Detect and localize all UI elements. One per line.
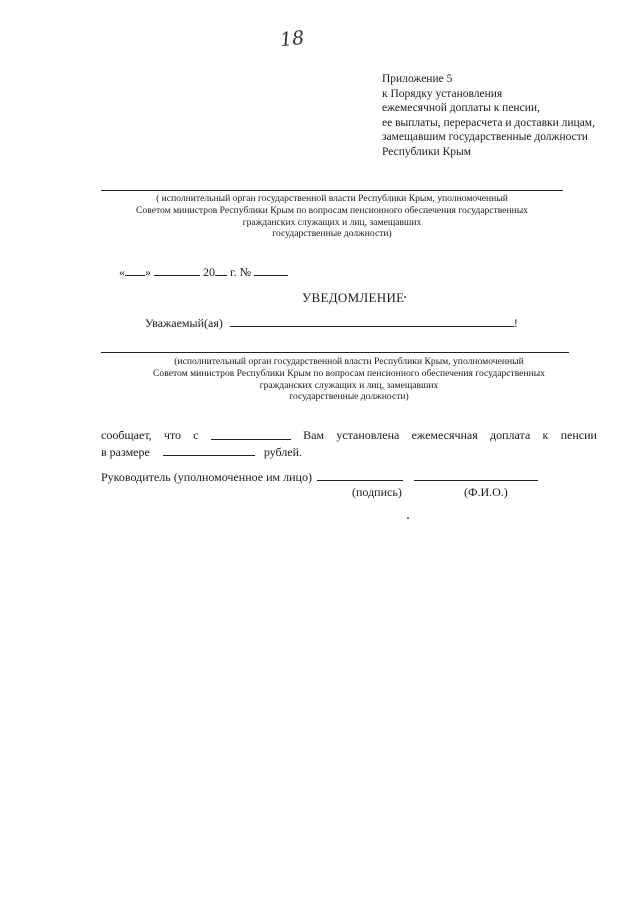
body-word: доплата <box>490 428 531 442</box>
body-line-2 <box>101 444 302 460</box>
greeting-exclamation: ! <box>513 316 518 330</box>
caption-line: государственные должности) <box>289 391 409 403</box>
body-word: Вам <box>303 428 325 442</box>
amount-field[interactable] <box>163 444 255 456</box>
year-prefix: 20 <box>203 265 215 279</box>
body-line-1 <box>101 428 597 443</box>
appendix-line: ее выплаты, перерасчета и доставки лицам, <box>382 116 595 129</box>
document-title: УВЕДОМЛЕНИЕ <box>302 290 405 305</box>
signature-caption: (подпись) <box>352 485 402 499</box>
body-word: пенсии <box>560 428 597 442</box>
month-field[interactable] <box>154 264 200 276</box>
body-word: что <box>163 428 182 442</box>
caption-line: Советом министров Республики Крым по вопросам пенсионного обеспечения государственных <box>153 367 545 379</box>
body-word: ежемесячная <box>411 428 478 442</box>
body-word: к <box>542 428 549 442</box>
scan-speck <box>404 296 406 298</box>
quote-close: » <box>145 265 151 279</box>
caption-line: Советом министров Республики Крым по вопросам пенсионного обеспечения государственных <box>136 204 528 216</box>
appendix-line: ежемесячной доплаты к пенсии, <box>382 102 540 115</box>
start-date-field[interactable] <box>211 428 291 440</box>
scan-speck <box>407 517 409 519</box>
number-field[interactable] <box>254 264 288 276</box>
full-name-caption: (Ф.И.О.) <box>464 485 508 499</box>
authority-caption-bottom <box>118 356 580 403</box>
appendix-line: замещавшим государственные должности <box>382 131 588 144</box>
year-field[interactable] <box>215 264 227 276</box>
appendix-line: Приложение 5 <box>382 73 453 85</box>
day-field[interactable] <box>125 264 145 276</box>
greeting-label: Уважаемый(ая) <box>145 316 223 330</box>
greeting-line <box>145 315 518 331</box>
caption-line: государственные должности) <box>272 228 392 240</box>
authority-blank-line-top[interactable] <box>101 190 563 191</box>
quote-open: « <box>119 265 125 279</box>
signatory-label: Руководитель (уполномоченное им лицо) <box>101 470 312 484</box>
page-number: 18 <box>278 26 306 52</box>
body-word: сообщает, <box>101 428 152 442</box>
caption-line: ( исполнительный орган государственной власти Республики Крым, уполномоченный <box>156 193 508 204</box>
authority-blank-line-bottom[interactable] <box>101 352 569 353</box>
recipient-name-field[interactable] <box>230 315 514 327</box>
amount-suffix: рублей. <box>263 445 303 459</box>
signature-line <box>101 469 538 485</box>
appendix-line: к Порядку установления <box>382 87 503 100</box>
amount-prefix: в размере <box>101 445 150 459</box>
authority-caption-top <box>101 193 563 240</box>
caption-line: гражданских служащих и лиц, замещавших <box>242 216 422 228</box>
signature-field[interactable] <box>317 469 403 481</box>
appendix-line: Республики Крым <box>382 145 471 158</box>
body-word: с <box>193 428 199 442</box>
number-label: г. № <box>230 265 252 279</box>
caption-line: (исполнительный орган государственной власти Республики Крым, уполномоченный <box>174 356 524 367</box>
body-word: установлена <box>336 428 400 442</box>
caption-line: гражданских служащих и лиц, замещавших <box>259 379 439 391</box>
date-line <box>119 264 288 280</box>
appendix-header <box>382 72 632 160</box>
full-name-field[interactable] <box>414 469 538 481</box>
